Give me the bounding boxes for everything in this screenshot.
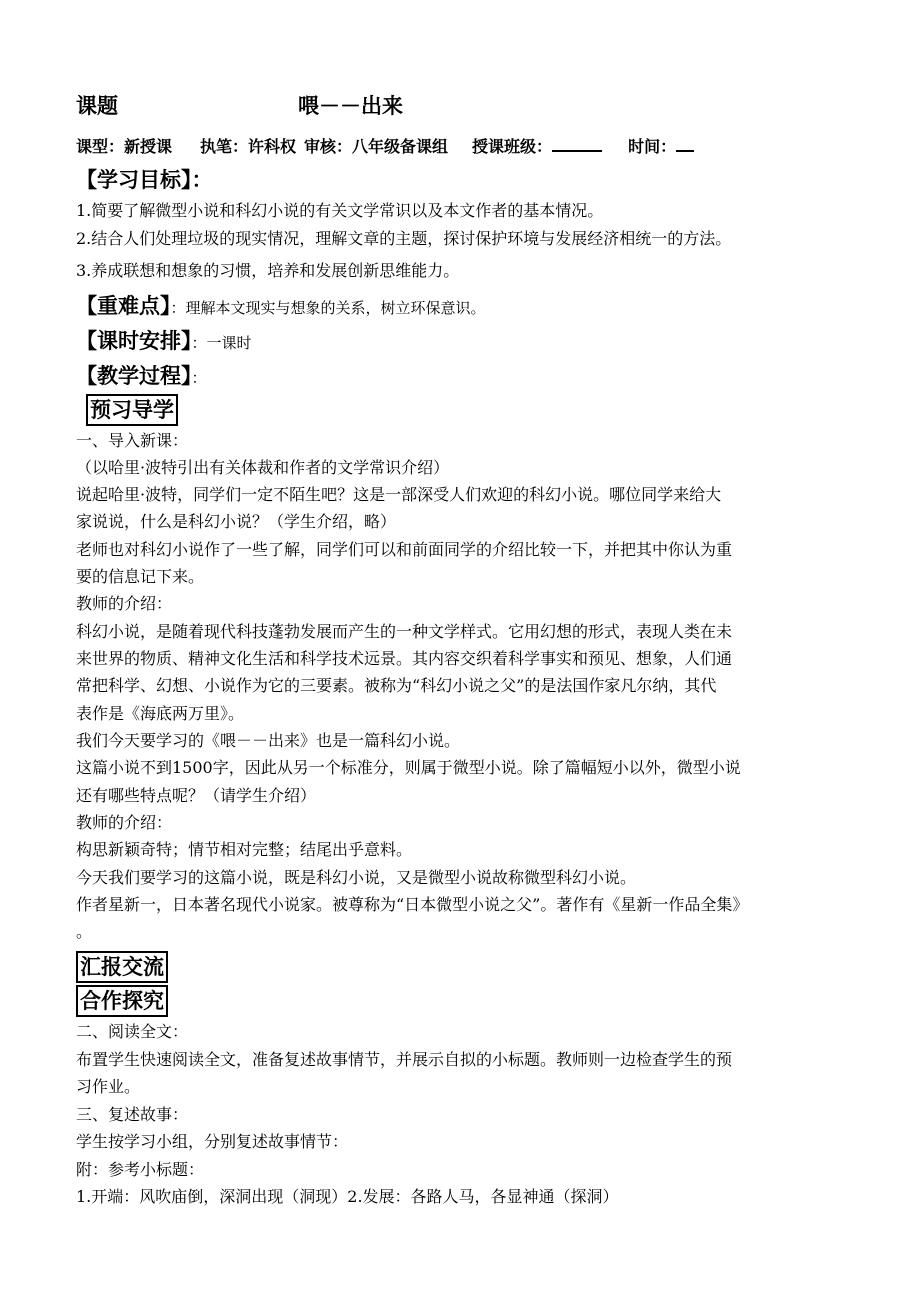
time-blank xyxy=(676,134,694,152)
preview-box: 预习导学 xyxy=(86,394,178,426)
paragraph: 教师的介绍： xyxy=(76,594,173,613)
paragraph: 习作业。 xyxy=(76,1077,141,1096)
paragraph: （以哈里·波特引出有关体裁和作者的文学常识介绍） xyxy=(76,458,450,477)
paragraph: 表作是《海底两万里》。 xyxy=(76,704,245,723)
goal-item: 3.养成联想和想象的习惯，培养和发展创新思维能力。 xyxy=(76,261,460,280)
paragraph: 一、导入新课： xyxy=(76,431,189,450)
paragraph: 还有哪些特点呢？（请学生介绍） xyxy=(76,786,317,805)
paragraph: 这篇小说不到1500字，因此从另一个标准分，则属于微型小说。除了篇幅短小以外，微型小说 xyxy=(76,758,741,777)
paragraph: 科幻小说，是随着现代科技蓬勃发展而产生的一种文学样式。它用幻想的形式，表现人类在未 xyxy=(76,622,733,641)
paragraph: 来世界的物质、精神文化生活和科学技术远景。其内容交织着科学事实和预见、想象，人们通 xyxy=(76,649,733,668)
key-heading: 【重难点】 xyxy=(76,294,171,318)
lesson-author: 执笔：许科权 xyxy=(200,137,297,156)
paragraph: 我们今天要学习的《喂－－出来》也是一篇科幻小说。 xyxy=(76,731,461,750)
paragraph: 二、阅读全文： xyxy=(76,1022,189,1041)
key-points xyxy=(76,290,486,320)
paragraph: 构思新颖奇特；情节相对完整；结尾出乎意料。 xyxy=(76,840,413,859)
paragraph: 作者星新一，日本著名现代小说家。被尊称为“日本微型小说之父”。著作有《星新一作品全集》 xyxy=(76,895,749,914)
class-hours xyxy=(76,325,252,355)
paragraph: 说起哈里·波特，同学们一定不陌生吧？这是一部深受人们欢迎的科幻小说。哪位同学来给大 xyxy=(76,485,722,504)
paragraph: 老师也对科幻小说作了一些了解，同学们可以和前面同学的介绍比较一下，并把其中你认为重 xyxy=(76,540,733,559)
paragraph: 常把科学、幻想、小说作为它的三要素。被称为“科幻小说之父”的是法国作家凡尔纳，其代 xyxy=(76,676,717,695)
key-text: ：理解本文现实与想象的关系，树立环保意识。 xyxy=(170,299,486,317)
goals-heading: 【学习目标】： xyxy=(76,168,213,192)
explore-box: 合作探究 xyxy=(76,985,168,1017)
lesson-type: 课型：新授课 xyxy=(76,137,173,156)
hours-text: ：一课时 xyxy=(191,334,252,352)
goal-item: 1.简要了解微型小说和科幻小说的有关文学常识以及本文作者的基本情况。 xyxy=(76,201,604,220)
paragraph: 学生按学习小组，分别复述故事情节： xyxy=(76,1132,349,1151)
paragraph: 今天我们要学习的这篇小说，既是科幻小说，又是微型小说故称微型科幻小说。 xyxy=(76,868,637,887)
process-heading: 【教学过程】： xyxy=(76,364,207,388)
lesson-meta xyxy=(76,134,694,157)
paragraph: 教师的介绍： xyxy=(76,813,173,832)
paragraph: 1.开端：风吹庙倒，深洞出现（洞现）2.发展：各路人马，各显神通（探洞） xyxy=(76,1187,619,1206)
time-label: 时间： xyxy=(628,137,677,156)
class-label: 授课班级： xyxy=(472,137,553,156)
lesson-review: 审核：八年级备课组 xyxy=(304,137,449,156)
hours-heading: 【课时安排】 xyxy=(76,329,192,353)
report-box: 汇报交流 xyxy=(76,951,168,983)
paragraph: 。 xyxy=(76,922,93,941)
paragraph: 附：参考小标题： xyxy=(76,1160,205,1179)
paragraph: 布置学生快速阅读全文，准备复述故事情节，并展示自拟的小标题。教师则一边检查学生的预 xyxy=(76,1050,733,1069)
lesson-title: 喂－－出来 xyxy=(298,94,403,118)
paragraph: 要的信息记下来。 xyxy=(76,567,205,586)
goal-item: 2.结合人们处理垃圾的现实情况，理解文章的主题，探讨保护环境与发展经济相统一的方法。 xyxy=(76,229,732,248)
class-blank xyxy=(552,134,602,152)
paragraph: 三、复述故事： xyxy=(76,1105,189,1124)
lesson-label: 课题 xyxy=(76,94,118,118)
paragraph: 家说说，什么是科幻小说？（学生介绍，略） xyxy=(76,512,397,531)
